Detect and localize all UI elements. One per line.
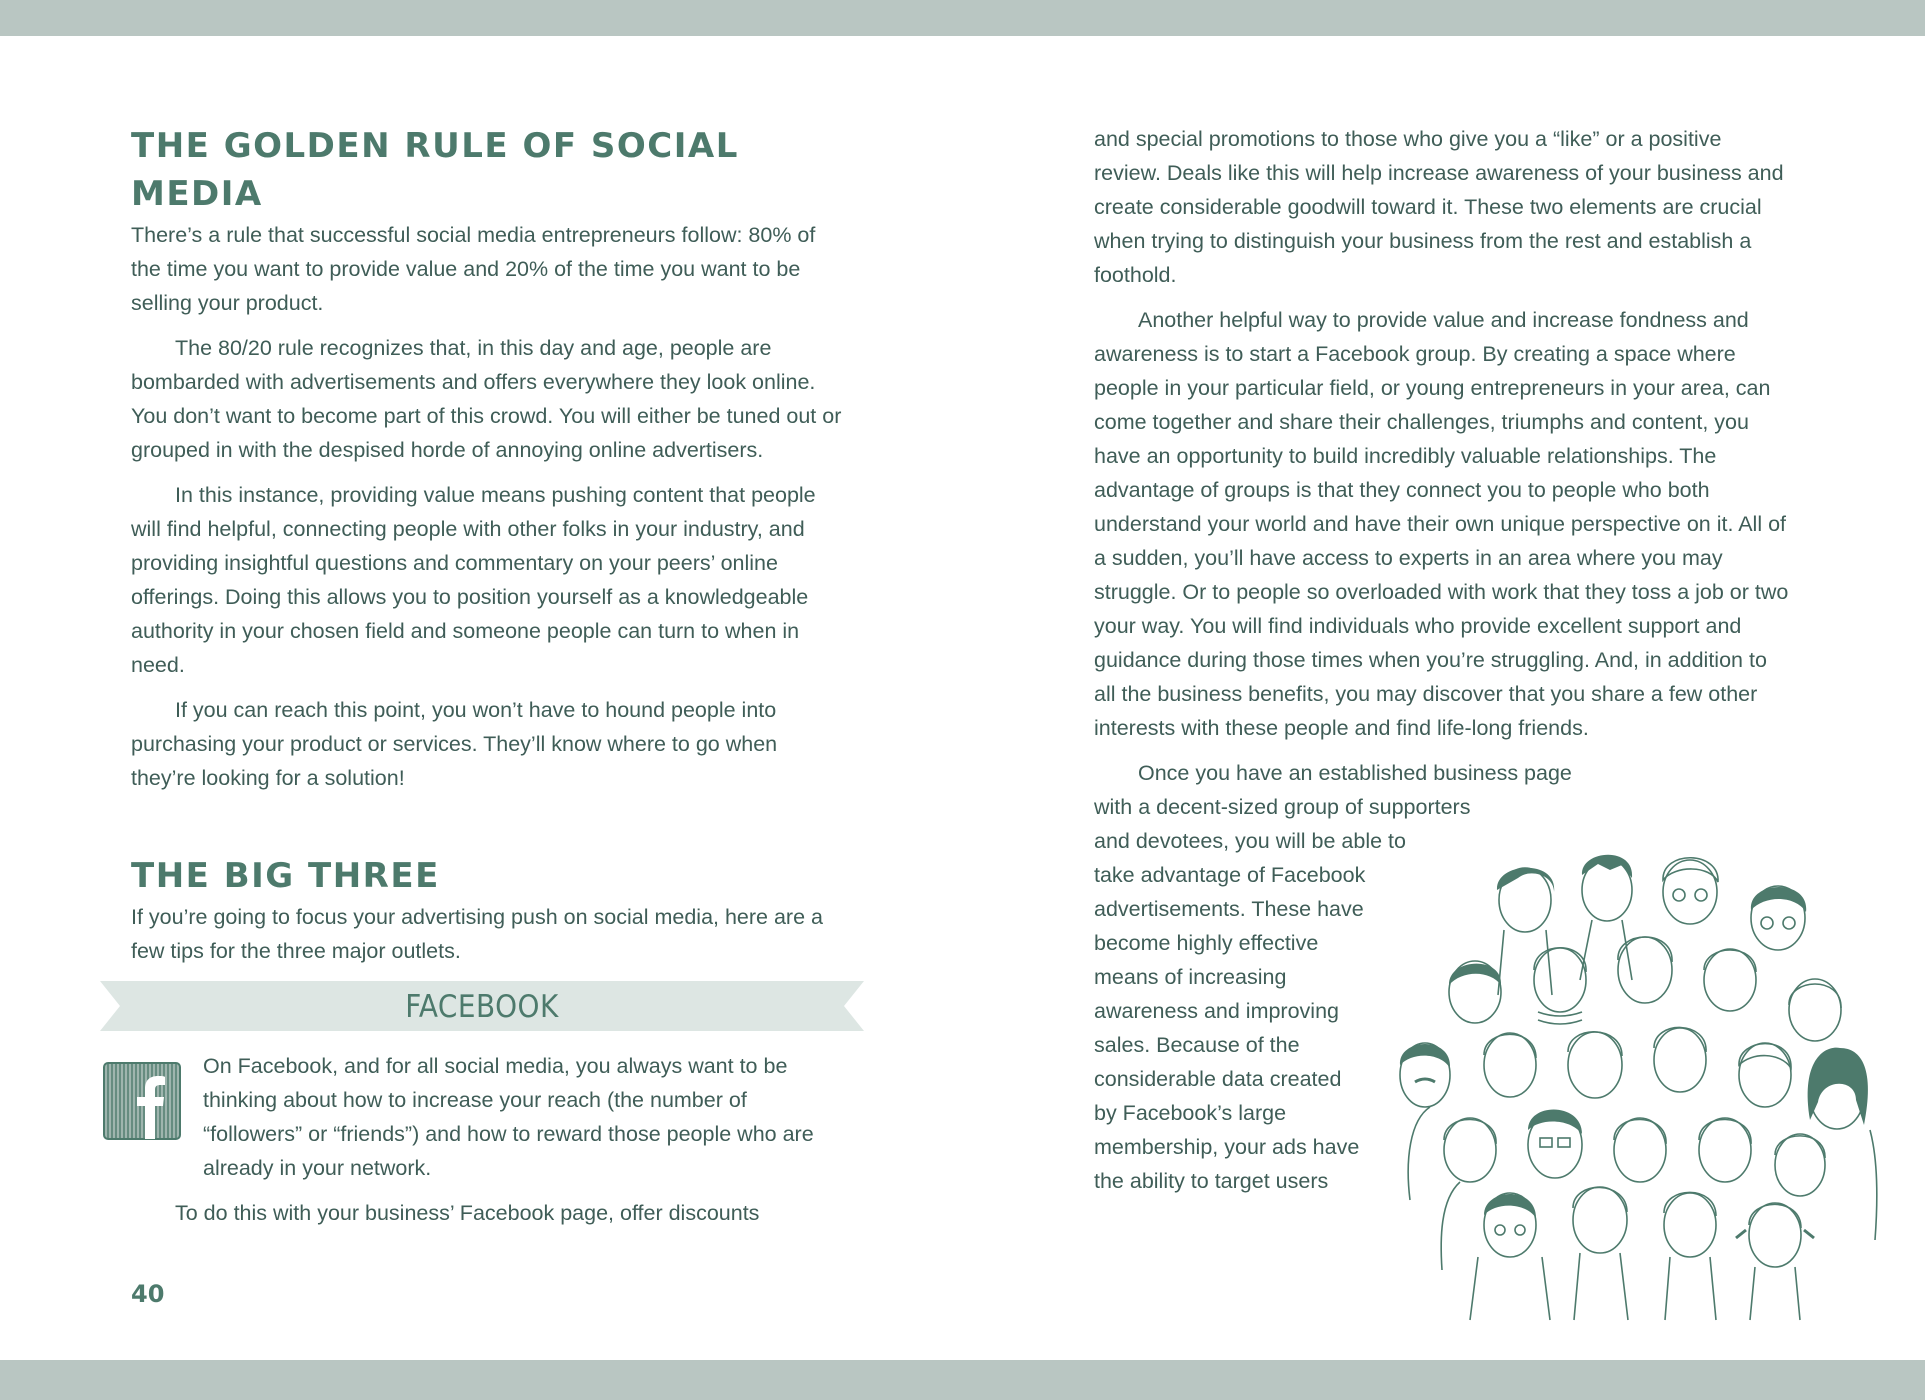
text-line: sales. Because of the (1094, 1033, 1300, 1057)
person-head-icon (1568, 1032, 1622, 1098)
paragraph: If you can reach this point, you won’t have to hound people into purchasing your product or services. They’ll know where to go when they’re looking for a solution! (131, 698, 778, 790)
text-line: advertisements. These have (1094, 897, 1364, 921)
paragraph: On Facebook, and for all social media, you always want to be thinking about how to increase your reach (the number of “followers” or “friends”) and how to reward those people who are already in your network. (203, 1054, 814, 1180)
paragraph: In this instance, providing value means pushing content that people will find helpful, connecting people with other folks in your industry, and providing insightful questions and commentary on your peers’ online offerings. Doing this allows you to position yourself as a knowledgeable authority in your chosen field and someone people can turn to when in need. (131, 483, 816, 677)
person-head-icon (1444, 1118, 1496, 1182)
paragraph: If you’re going to focus your advertising push on social media, here are a few tips for the three major outlets. (131, 905, 823, 963)
ribbon-label-facebook: FACEBOOK (405, 989, 559, 1025)
facebook-intro-block (203, 1049, 843, 1196)
person-head-icon (1470, 1193, 1550, 1320)
text-line: with a decent-sized group of supporters (1094, 795, 1471, 819)
text-line: by Facebook’s large (1094, 1101, 1287, 1125)
text-line: the ability to target users (1094, 1169, 1329, 1193)
heading-golden-rule: THE GOLDEN RULE OF SOCIAL MEDIA (131, 126, 739, 214)
paragraph: The 80/20 rule recognizes that, in this day and age, people are bombarded with advertisements and offers everywhere they look online. You don’t want to become part of this crowd. You will either be tuned out or grouped in with the despised horde of annoying online advertisers. (131, 336, 842, 462)
person-head-icon (1654, 1027, 1706, 1092)
person-head-icon (1789, 979, 1841, 1041)
person-head-icon (1614, 1118, 1666, 1182)
paragraph: There’s a rule that successful social media entrepreneurs follow: 80% of the time you want to provide value and 20% of the time you want to be selling your product. (131, 223, 816, 315)
facebook-tail-block (131, 1196, 843, 1241)
text-line: take advantage of Facebook (1094, 863, 1366, 887)
person-head-icon (1528, 1109, 1582, 1178)
heading-big-three: THE BIG THREE (131, 856, 440, 896)
page-number: 40 (131, 1280, 165, 1308)
text-line: considerable data created (1094, 1067, 1342, 1091)
person-head-icon (1497, 868, 1554, 995)
text-line: become highly effective (1094, 931, 1319, 955)
person-head-icon (1573, 1187, 1628, 1320)
person-head-icon (1699, 1118, 1751, 1182)
top-band (0, 0, 1925, 36)
person-head-icon (1739, 1043, 1791, 1107)
facebook-logo-icon (103, 1062, 181, 1140)
paragraph: and special promotions to those who give you a “like” or a positive review. Deals like this will help increase awareness of your business and create considerable goodwill toward it. These two elements are crucial when trying to distinguish your business from the rest and establish a foothold. (1094, 127, 1784, 287)
person-head-icon (1664, 1192, 1716, 1320)
person-head-icon (1663, 858, 1718, 924)
text-line: awareness and improving (1094, 999, 1339, 1023)
text-line: membership, your ads have (1094, 1135, 1360, 1159)
left-column (131, 122, 843, 979)
facebook-ribbon-banner (100, 977, 864, 1035)
person-head-icon (1534, 948, 1586, 1024)
paragraph: To do this with your business’ Facebook page, offer discounts (175, 1201, 760, 1225)
person-head-icon (1400, 1043, 1450, 1107)
text-line: means of increasing (1094, 965, 1287, 989)
person-head-icon (1704, 949, 1756, 1011)
person-head-icon (1808, 1048, 1868, 1129)
text-line: Once you have an established business page (1138, 761, 1572, 785)
person-head-icon (1775, 1134, 1825, 1196)
person-head-icon (1484, 1033, 1536, 1097)
person-head-icon (1449, 961, 1501, 1023)
paragraph: Another helpful way to provide value and increase fondness and awareness is to start a Facebook group. By creating a space where people in your particular field, or young entrepreneurs in your area, can come together and share their challenges, triumphs and content, you have an opportunity to build incredibly valuable relationships. The advantage of groups is that they connect you to people who both understand your world and have their own unique perspective on it. All of a sudden, you’ll have access to experts in an area where you may struggle. Or to people so overloaded with work that they toss a job or two your way. You will find individuals who provide excellent support and guidance during those times when you’re struggling. And, in addition to all the business benefits, you may discover that you share a few other interests with these people and find life-long friends. (1094, 308, 1789, 740)
person-head-icon (1580, 855, 1632, 980)
text-line: and devotees, you will be able to (1094, 829, 1406, 853)
crowd-of-people-illustration (1370, 820, 1880, 1340)
person-head-icon (1736, 1203, 1814, 1320)
person-head-icon (1751, 886, 1806, 950)
bottom-band (0, 1360, 1925, 1400)
person-head-icon (1618, 937, 1672, 1003)
